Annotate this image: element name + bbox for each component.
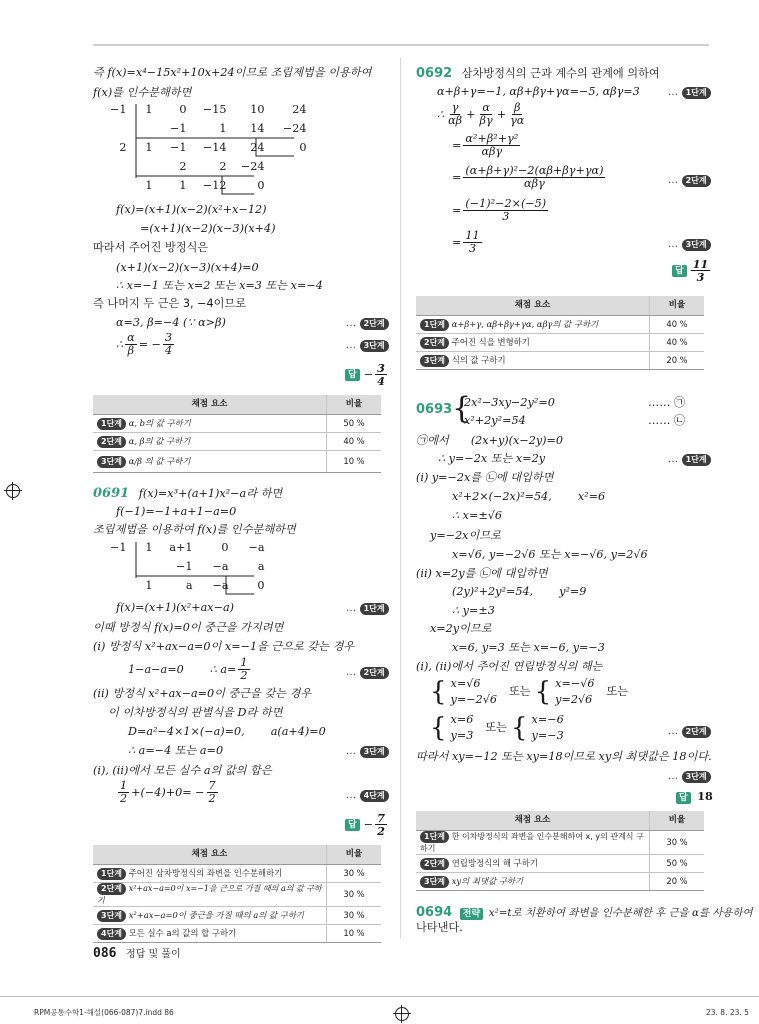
- left-line-6: (x+1)(x−2)(x−3)(x+4)=0: [116, 261, 259, 274]
- syn-cell: −1: [170, 121, 187, 135]
- table-row: 2단계 α, β의 값 구하기 40 %: [93, 433, 381, 451]
- syn-cell: [133, 557, 159, 576]
- answer-fraction: $\frac{7}{2}$: [377, 811, 385, 838]
- scoring-table-0691: [93, 845, 381, 943]
- p0693-line-8: (ii) x=2y를 ㉡에 대입하면: [416, 567, 548, 580]
- slug-rule: [0, 996, 759, 997]
- table-row: 2단계 주어진 식을 변형하기 40 %: [416, 334, 704, 352]
- problem-0691-line-1: 0691 f(x)=x³+(a+1)x²−a라 하면: [93, 486, 283, 501]
- syn-cell: −a: [212, 559, 229, 573]
- fraction: $\frac{11}{3}$: [465, 229, 480, 255]
- syn-cell: a+1: [169, 540, 193, 554]
- answer-fraction: $\frac{3}{4}$: [377, 361, 385, 388]
- p0691-line-5: 이때 방정식 f(x)=0이 중근을 가지려면: [93, 621, 284, 634]
- syn-cell: 1: [145, 102, 153, 116]
- answer-line: 답 − $\frac{3}{4}$: [345, 362, 389, 387]
- syn-cell: 2: [219, 159, 227, 173]
- p0693-line-9: (2y)²+2y²=54, y²=9: [452, 585, 587, 598]
- p0691-line-9: 이 이차방정식의 판별식을 D라 하면: [108, 706, 283, 719]
- syn-cell: [104, 176, 133, 195]
- answer-line: 답 − $\frac{7}{2}$: [345, 812, 389, 837]
- syn-cell: [271, 176, 313, 195]
- left-line-1: 즉 f(x)=x⁴−15x²+10x+24이므로 조립제법을 이용하여: [93, 66, 372, 79]
- registration-mark: [6, 484, 20, 498]
- table-row: 2단계 연립방정식의 해 구하기 50 %: [416, 855, 704, 873]
- fraction: $\frac{1}{2}$: [240, 656, 248, 682]
- step-marker: … 2단계: [668, 173, 711, 188]
- left-line-4: =(x+1)(x−2)(x−3)(x+4): [140, 222, 276, 235]
- step-marker: … 1단계: [668, 85, 711, 100]
- syn-cell: 1: [145, 178, 153, 192]
- p0692-line-7: = $\frac{11}{3}$: [452, 229, 480, 255]
- syn-cell: 1: [145, 578, 153, 592]
- p0691-line-11: ∴ a=−4 또는 a=0: [128, 744, 224, 757]
- step-marker: … 3단계: [346, 744, 389, 759]
- p0693-line-12: x=6, y=3 또는 x=−6, y=−3: [452, 641, 605, 654]
- solutions-row-1: { x=√6 y=−2√6 또는 { x=−√6 y=2√6 또는: [430, 677, 629, 707]
- answer-line: [672, 258, 712, 283]
- table-row: 3단계 식의 값 구하기 20 %: [416, 352, 704, 370]
- step-marker: … 2단계: [346, 665, 389, 680]
- step-badge: 3단계: [360, 746, 389, 758]
- left-line-2: f(x)를 인수분해하면: [93, 86, 192, 99]
- syn-cell: 0: [299, 140, 307, 154]
- system-eq-1: 2x²−3xy−2y²=0: [464, 396, 555, 409]
- fraction: $\frac{1}{2}$: [120, 779, 128, 805]
- step-badge: 4단계: [360, 790, 389, 802]
- therefore: ∴: [116, 337, 124, 351]
- step-marker: … 1단계: [668, 452, 711, 467]
- table-header: 채점 요소: [93, 845, 327, 865]
- scoring-table-top-left: [93, 395, 381, 473]
- syn-cell: 2: [179, 159, 187, 173]
- fraction: $\frac{\alpha}{\beta\gamma}$: [479, 101, 493, 127]
- p0693-line-3: (i) y=−2x를 ㉡에 대입하면: [416, 471, 554, 484]
- syn-cell: 10: [250, 102, 265, 116]
- table-header: 채점 요소: [93, 395, 327, 415]
- syn-cell: −15: [202, 102, 227, 116]
- table-header: 비율: [327, 845, 382, 865]
- table-row: 3단계 x²+ax−a=0이 중근을 가질 때의 a의 값 구하기 30 %: [93, 907, 381, 925]
- syn-cell: 0: [257, 178, 265, 192]
- p0693-line-2: ∴ y=−2x 또는 x=2y: [438, 452, 546, 465]
- step-badge: 1단계: [360, 603, 389, 615]
- slug-filename: RPM공통수학1-해설(066-087)7.indd 86: [34, 1008, 174, 1017]
- syn-cell: 1: [219, 121, 227, 135]
- fraction: $\frac{\gamma}{\alpha\beta}$: [448, 101, 463, 127]
- syn-cell: 24: [292, 102, 307, 116]
- syn-cell: [104, 119, 133, 138]
- step-badge: 2단계: [682, 726, 711, 738]
- syn-cell: −24: [282, 121, 307, 135]
- scoring-table-0692: [416, 296, 704, 370]
- p0692-line-4: = $\frac{\text{α²+β²+γ²}}{\text{αβγ}}$: [452, 132, 519, 158]
- fraction: $\frac{3}{4}$: [165, 331, 173, 357]
- p0692-line-6: = $\frac{\text{(−1)²−2×(−5)}}{3}$: [452, 197, 547, 223]
- p0693-line-4: x²+2×(−2x)²=54, x²=6: [452, 490, 606, 503]
- syn-cell: −a: [248, 540, 265, 554]
- p0691-line-4: f(x)=(x+1)(x²+ax−a): [116, 601, 235, 614]
- table-row: 1단계 주어진 삼차방정식의 좌변을 인수분해하기 30 %: [93, 865, 381, 883]
- p0692-line-3: ∴ $\frac{\gamma}{\alpha\beta}$ + $\frac{\alpha}{\beta\gamma}$ + $\frac{\beta}{\gamma\alpha}$: [437, 101, 525, 127]
- system-tag-2: …… ㉡: [648, 414, 686, 427]
- left-line-5: 따라서 주어진 방정식은: [93, 241, 209, 254]
- table-header: 비율: [327, 395, 382, 415]
- step-marker: … 2단계: [668, 724, 711, 739]
- step-marker: … 1단계: [346, 601, 389, 616]
- p0691-line-8: (ii) 방정식 x²+ax−a=0이 중근을 갖는 경우: [93, 687, 312, 700]
- table-header: 비율: [650, 811, 705, 831]
- syn-cell: −1: [170, 140, 187, 154]
- step-badge: 3단계: [682, 771, 711, 783]
- answer-badge: 답: [676, 792, 691, 804]
- brace: {: [452, 391, 472, 426]
- problem-number-0691: 0691: [93, 486, 130, 501]
- slug-date: 23. 8. 23. 5: [706, 1008, 749, 1017]
- syn-cell: 1: [179, 178, 187, 192]
- equals: = −: [138, 337, 161, 351]
- syn-cell: −1: [176, 559, 193, 573]
- syn-cell: 0: [179, 102, 187, 116]
- p0693-line-7: x=√6, y=−2√6 또는 x=−√6, y=2√6: [452, 548, 648, 561]
- synthetic-table-1: [104, 100, 313, 195]
- table-header: 비율: [650, 296, 705, 316]
- p0692-line-2: α+β+γ=−1, αβ+βγ+γα=−5, αβγ=3: [437, 85, 640, 98]
- table-header: 채점 요소: [416, 296, 650, 316]
- left-line-3: f(x)=(x+1)(x−2)(x²+x−12): [116, 203, 267, 216]
- p0691-line-2: f(−1)=−1+a+1−a=0: [116, 505, 237, 518]
- step-badge: 3단계: [360, 340, 389, 352]
- step-badge: 1단계: [682, 454, 711, 466]
- syn-cell: −a: [212, 578, 229, 592]
- syn-cell: −12: [202, 178, 227, 192]
- step-badge: 1단계: [682, 87, 711, 99]
- page-number: 086: [93, 946, 117, 961]
- p0693-line-1: ㉠에서 (2x+y)(x−2y)=0: [416, 434, 564, 447]
- step-marker: … 3단계: [346, 338, 389, 353]
- syn-cell: a: [185, 578, 193, 592]
- page-footer: [93, 946, 181, 962]
- answer-fraction: $\frac{11}{3}$: [692, 257, 709, 284]
- column-divider: [400, 58, 401, 938]
- problem-0694-line-1: 0694 전략 x²=t로 치환하여 좌변을 인수분해한 후 근을 α를 사용하여: [416, 905, 753, 920]
- fraction: $\frac{\text{α²+β²+γ²}}{\text{αβγ}}$: [465, 132, 519, 158]
- solutions-row-2: { x=6 y=3 또는 { x=−6 y=−3: [430, 713, 564, 743]
- table-row: 3단계 xy의 최댓값 구하기 20 %: [416, 873, 704, 891]
- step-badge: 2단계: [360, 318, 389, 330]
- table-row: 1단계 한 이차방정식의 좌변을 인수분해하여 x, y의 관계식 구하기 30 %: [416, 831, 704, 855]
- top-rule: [93, 44, 709, 46]
- table-row: 3단계 α/β 의 값 구하기 10 %: [93, 451, 381, 473]
- table-header: 채점 요소: [416, 811, 650, 831]
- problem-number-0692: 0692: [416, 66, 453, 81]
- p0691-line-12: (i), (ii)에서 모든 실수 a의 값의 합은: [93, 764, 272, 777]
- answer-line: 답 18: [676, 789, 713, 804]
- syn-cell: [271, 157, 313, 176]
- syn-cell: [104, 157, 133, 176]
- p0693-line-13: (i), (ii)에서 주어진 연립방정식의 해는: [416, 660, 603, 673]
- step-badge: 2단계: [682, 175, 711, 187]
- p0694-line-2: 나타낸다.: [416, 921, 463, 934]
- table-row: 1단계 α, b의 값 구하기 50 %: [93, 415, 381, 433]
- fraction: $\frac{\text{(−1)²−2×(−5)}}{3}$: [465, 197, 547, 223]
- problem-0692-line-1: 0692 삼차방정식의 근과 계수의 관계에 의하여: [416, 66, 660, 81]
- scoring-table-0693: [416, 811, 704, 891]
- syn-cell: 0: [221, 540, 229, 554]
- answer-badge: 답: [345, 369, 360, 381]
- syn-cell: −24: [240, 159, 265, 173]
- system-eq-2: x²+2y²=54: [464, 414, 526, 427]
- syn-cell: −14: [202, 140, 227, 154]
- table-row: 1단계 α+β+γ, αβ+βγ+γα, αβγ의 값 구하기 40 %: [416, 316, 704, 334]
- step-marker: … 3단계: [668, 237, 711, 252]
- syn-cell: −1: [110, 102, 127, 116]
- syn-cell: [104, 576, 133, 595]
- left-line-7: ∴ x=−1 또는 x=2 또는 x=3 또는 x=−4: [116, 279, 323, 292]
- problem-number-0693: 0693: [416, 402, 453, 417]
- p0691-line-6: (i) 방정식 x²+ax−a=0이 x=−1을 근으로 갖는 경우: [93, 640, 355, 653]
- syn-cell: a: [257, 559, 265, 573]
- answer-badge: 답: [672, 265, 687, 277]
- answer-badge: 답: [345, 819, 360, 831]
- system-tag-1: …… ㉠: [648, 396, 686, 409]
- problem-number-0693-wrap: [416, 402, 452, 418]
- page-section: 정답 및 풀이: [126, 949, 181, 960]
- syn-cell: 1: [145, 540, 153, 554]
- syn-cell: 1: [145, 140, 153, 154]
- step-badge: 2단계: [360, 667, 389, 679]
- p0692-line-5: = $\frac{\text{(α+β+γ)²−2(αβ+βγ+γα)}}{\text{αβγ}}$: [452, 164, 604, 190]
- step-marker: … 2단계: [346, 316, 389, 331]
- left-line-10: [116, 332, 176, 357]
- syn-cell: −1: [110, 540, 127, 554]
- fraction: $\frac{\alpha}{\beta}$: [127, 331, 135, 357]
- p0691-line-7: 1−a−a=0 ∴ a= $\frac{1}{2}$: [128, 656, 248, 682]
- p0693-line-6: y=−2x이므로: [430, 529, 501, 542]
- p0693-line-5: ∴ x=±√6: [452, 509, 502, 522]
- syn-cell: [133, 157, 159, 176]
- step-marker: … 3단계: [668, 769, 711, 784]
- step-marker: … 4단계: [346, 788, 389, 803]
- syn-cell: 14: [250, 121, 265, 135]
- synthetic-division-2: [104, 538, 271, 595]
- synthetic-division-1: [104, 100, 313, 195]
- left-line-9: α=3, β=−4 (∵ α>β): [116, 316, 226, 329]
- registration-mark: [395, 1007, 409, 1021]
- left-line-8: 즉 나머지 두 근은 3, −4이므로: [93, 297, 247, 310]
- fraction: $\frac{\text{(α+β+γ)²−2(αβ+βγ+γα)}}{\text{αβγ}}$: [465, 164, 604, 190]
- problem-number-0694: 0694: [416, 905, 453, 920]
- table-row: 2단계 x²+ax−a=0이 x=−1을 근으로 가질 때의 a의 값 구하기 30 %: [93, 883, 381, 907]
- p0691-line-13: $\frac{1}{2}$ +(−4)+0= − $\frac{7}{2}$: [120, 779, 216, 805]
- syn-cell: 0: [257, 578, 265, 592]
- syn-cell: 2: [119, 140, 127, 154]
- p0691-line-10: D=a²−4×1×(−a)=0, a(a+4)=0: [128, 725, 326, 738]
- p0693-line-11: x=2y이므로: [430, 622, 492, 635]
- strategy-badge: 전략: [460, 908, 483, 920]
- p0691-line-3: 조립제법을 이용하여 f(x)를 인수분해하면: [93, 523, 296, 536]
- p0693-line-10: ∴ y=±3: [452, 604, 495, 617]
- table-row: 4단계 모든 실수 a의 값의 합 구하기 10 %: [93, 925, 381, 943]
- syn-cell: [104, 557, 133, 576]
- fraction: $\frac{\beta}{\gamma\alpha}$: [510, 101, 525, 127]
- p0693-line-14: 따라서 xy=−12 또는 xy=18이므로 xy의 최댓값은 18이다.: [416, 750, 712, 763]
- syn-cell: [133, 119, 159, 138]
- fraction: $\frac{7}{2}$: [208, 779, 216, 805]
- syn-cell: 24: [250, 140, 265, 154]
- step-badge: 3단계: [682, 239, 711, 251]
- synthetic-table-2: [104, 538, 271, 595]
